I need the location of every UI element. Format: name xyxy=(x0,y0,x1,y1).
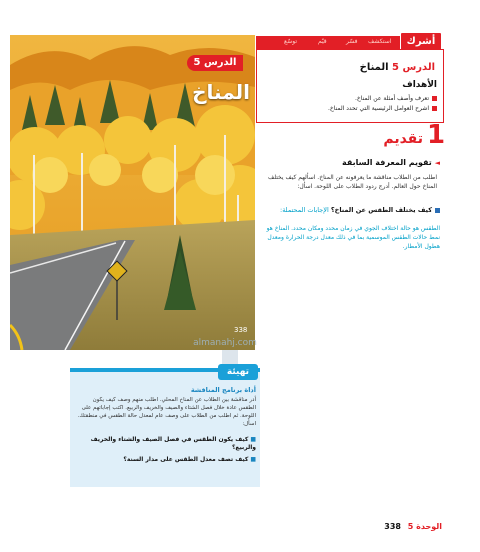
page-footer xyxy=(350,522,442,531)
bullet-square-icon xyxy=(435,208,440,213)
focus-question-text: كيف يكون الطقس في فصل الصيف والشتاء والخريف والربيع؟ xyxy=(90,436,256,451)
section-question xyxy=(262,206,440,215)
bullet-square-icon: ■ xyxy=(250,436,256,443)
watermark-site: almanahj.com xyxy=(193,338,257,348)
objectives-lesson-line xyxy=(265,62,435,73)
objective-item xyxy=(265,105,437,112)
answer-label: الإجابات المحتملة: xyxy=(280,206,329,214)
section-subheading xyxy=(290,158,440,167)
section-answer: الطقس هو حالة اختلاف الجوي في زمان محدد ومكان محدد. المناخ هو نمط حالات الطقس الموسمية بما في ذلك معدل درجة الحرارة ومعدل هطول الأمطار. xyxy=(266,225,440,250)
focus-question xyxy=(76,456,256,464)
lesson-title: المناخ xyxy=(192,80,250,104)
footer-page-number: 338 xyxy=(384,522,401,531)
section-paragraph: اطلب من الطلاب مناقشة ما يعرفونه عن المناخ. اسألهم كيف يختلف المناخ حول العالم. أدرج ردود الطلاب على اللوحة. اسأل: xyxy=(268,174,437,190)
lesson-pill: الدرس 5 xyxy=(187,55,243,71)
objectives-lesson-label: الدرس 5 xyxy=(392,62,435,73)
tab-explore[interactable]: استكشف xyxy=(368,38,392,45)
objective-item xyxy=(265,95,437,102)
focus-question-text: كيف تصف معدل الطقس على مدار السنة؟ xyxy=(123,456,249,463)
focus-pill: تهيئة xyxy=(218,364,258,380)
focus-question xyxy=(76,436,256,452)
tab-extend[interactable]: توسّع xyxy=(284,38,297,45)
focus-subheading: أداة برنامج المناقشة xyxy=(190,386,256,394)
tab-evaluate[interactable]: قيّم xyxy=(318,38,327,45)
focus-paragraph: أدر مناقشة بين الطلاب عن المناخ المحلي. اطلب منهم وصف كيف يكون الطقس عادة خلال فصل الشتاء والصيف والخريف والربيع. اكتب إجاباتهم على اللوحة. ثم اطلب من الطلاب على وصف عام لمعدل حالة الطقس في منطقتك. اسأل: xyxy=(77,397,256,427)
footer-unit: الوحدة 5 xyxy=(407,522,442,531)
tab-engage-active[interactable]: أشرك xyxy=(400,32,442,52)
question-text: كيف يختلف الطقس عن المناخ؟ xyxy=(330,206,432,214)
bullet-square-icon xyxy=(432,96,437,101)
section-number: 1 xyxy=(427,120,446,150)
photo-page-number: 338 xyxy=(234,326,248,334)
tab-explain[interactable]: فسّر xyxy=(346,38,358,45)
objectives-heading: الأهداف xyxy=(402,80,437,90)
section-subheading-text: تقويم المعرفة السابقة xyxy=(341,158,432,167)
objective-text: تعرف وأصف أمثلة عن المناخ. xyxy=(354,95,429,102)
objectives-lesson-name: المناخ xyxy=(359,62,389,73)
section-title: تقديم xyxy=(383,131,423,147)
bullet-square-icon: ■ xyxy=(250,456,256,463)
objective-text: اشرح العوامل الرئيسية التي تحدد المناخ. xyxy=(327,105,429,112)
triangle-bullet-icon: ◄ xyxy=(434,159,440,167)
bullet-square-icon xyxy=(432,106,437,111)
